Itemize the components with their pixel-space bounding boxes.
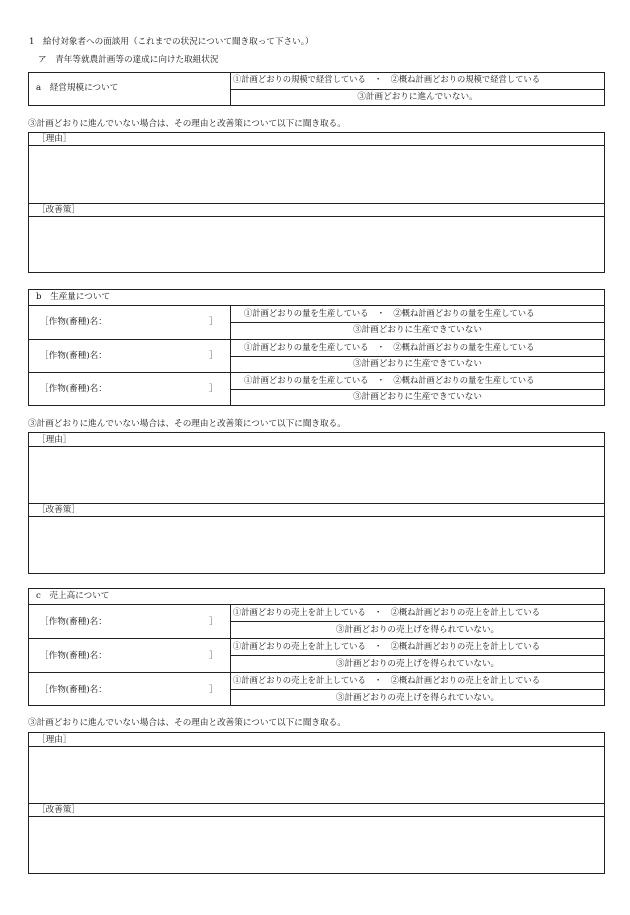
improvement-label: ［改善策］ xyxy=(37,505,80,515)
row-option-line2: ③計画どおりの売上げを得られていない。 xyxy=(335,625,500,635)
crop-name-bracket: ］ xyxy=(209,351,218,361)
crop-name-bracket: ］ xyxy=(209,317,218,327)
crop-name-label: ［作物(畜種)名： xyxy=(40,685,107,695)
section-b-title: b 生産量について xyxy=(36,292,111,302)
row-option-line1: ①計画どおりの量を生産している ・ ②概ね計画どおりの量を生産している xyxy=(244,375,535,385)
section-a-option-line1: ①計画どおりの規模で経営している ・ ②概ね計画どおりの規模で経営している xyxy=(233,74,540,84)
crop-name-bracket: ］ xyxy=(209,685,218,695)
crop-name-label: ［作物(畜種)名： xyxy=(40,384,107,394)
crop-name-label: ［作物(畜種)名： xyxy=(40,617,107,627)
divider xyxy=(28,503,605,504)
divider xyxy=(230,621,605,622)
row-option-line2: ③計画どおりの売上げを得られていない。 xyxy=(335,693,500,703)
document-heading: 1 給付対象者への面談用（これまでの状況について聞き取って下さい。） xyxy=(29,37,314,47)
divider xyxy=(230,322,605,323)
reason-label: ［理由］ xyxy=(37,435,72,445)
row-option-line1: ①計画どおりの売上を計上している ・ ②概ね計画どおりの売上を計上している xyxy=(233,675,540,685)
reason-label: ［理由］ xyxy=(37,735,72,745)
divider xyxy=(28,372,605,373)
divider xyxy=(230,356,605,357)
divider xyxy=(28,816,605,817)
divider xyxy=(28,803,605,804)
crop-name-bracket: ］ xyxy=(209,651,218,661)
divider xyxy=(230,89,605,90)
divider xyxy=(230,689,605,690)
row-option-line1: ①計画どおりの量を生産している ・ ②概ね計画どおりの量を生産している xyxy=(244,342,535,352)
note-b: ③計画どおりに進んでいない場合は、その理由と改善策について以下に聞き取る。 xyxy=(28,419,346,429)
row-option-line2: ③計画どおりに生産できていない xyxy=(353,392,482,402)
improvement-label: ［改善策］ xyxy=(37,205,80,215)
divider xyxy=(28,446,605,447)
crop-name-label: ［作物(畜種)名： xyxy=(40,651,107,661)
row-option-line2: ③計画どおりに生産できていない xyxy=(353,325,482,335)
divider xyxy=(28,145,605,146)
divider xyxy=(28,516,605,517)
crop-name-label: ［作物(畜種)名： xyxy=(40,317,107,327)
crop-name-bracket: ］ xyxy=(209,617,218,627)
section-subheading: ア 青年等就農計画等の達成に向けた取組状況 xyxy=(38,55,219,65)
divider xyxy=(28,305,605,306)
row-option-line1: ①計画どおりの量を生産している ・ ②概ね計画どおりの量を生産している xyxy=(244,308,535,318)
divider xyxy=(28,203,605,204)
row-option-line2: ③計画どおりに生産できていない xyxy=(353,359,482,369)
divider xyxy=(28,746,605,747)
divider xyxy=(28,216,605,217)
improvement-label: ［改善策］ xyxy=(37,805,80,815)
row-option-line2: ③計画どおりの売上げを得られていない。 xyxy=(335,659,500,669)
divider xyxy=(28,638,605,639)
reason-label: ［理由］ xyxy=(37,134,72,144)
divider xyxy=(28,672,605,673)
section-a-label: a 経営規模について xyxy=(36,83,119,93)
divider xyxy=(28,339,605,340)
row-option-line1: ①計画どおりの売上を計上している ・ ②概ね計画どおりの売上を計上している xyxy=(233,641,540,651)
divider xyxy=(28,604,605,605)
crop-name-label: ［作物(畜種)名： xyxy=(40,351,107,361)
row-option-line1: ①計画どおりの売上を計上している ・ ②概ね計画どおりの売上を計上している xyxy=(233,607,540,617)
crop-name-bracket: ］ xyxy=(209,384,218,394)
section-a-option-line2: ③計画どおりに進んでいない。 xyxy=(357,92,478,102)
section-c-title: c 売上高について xyxy=(36,591,110,601)
note-a: ③計画どおりに進んでいない場合は、その理由と改善策について以下に聞き取る。 xyxy=(28,119,346,129)
divider xyxy=(230,389,605,390)
divider xyxy=(230,655,605,656)
note-c: ③計画どおりに進んでいない場合は、その理由と改善策について以下に聞き取る。 xyxy=(28,718,346,728)
